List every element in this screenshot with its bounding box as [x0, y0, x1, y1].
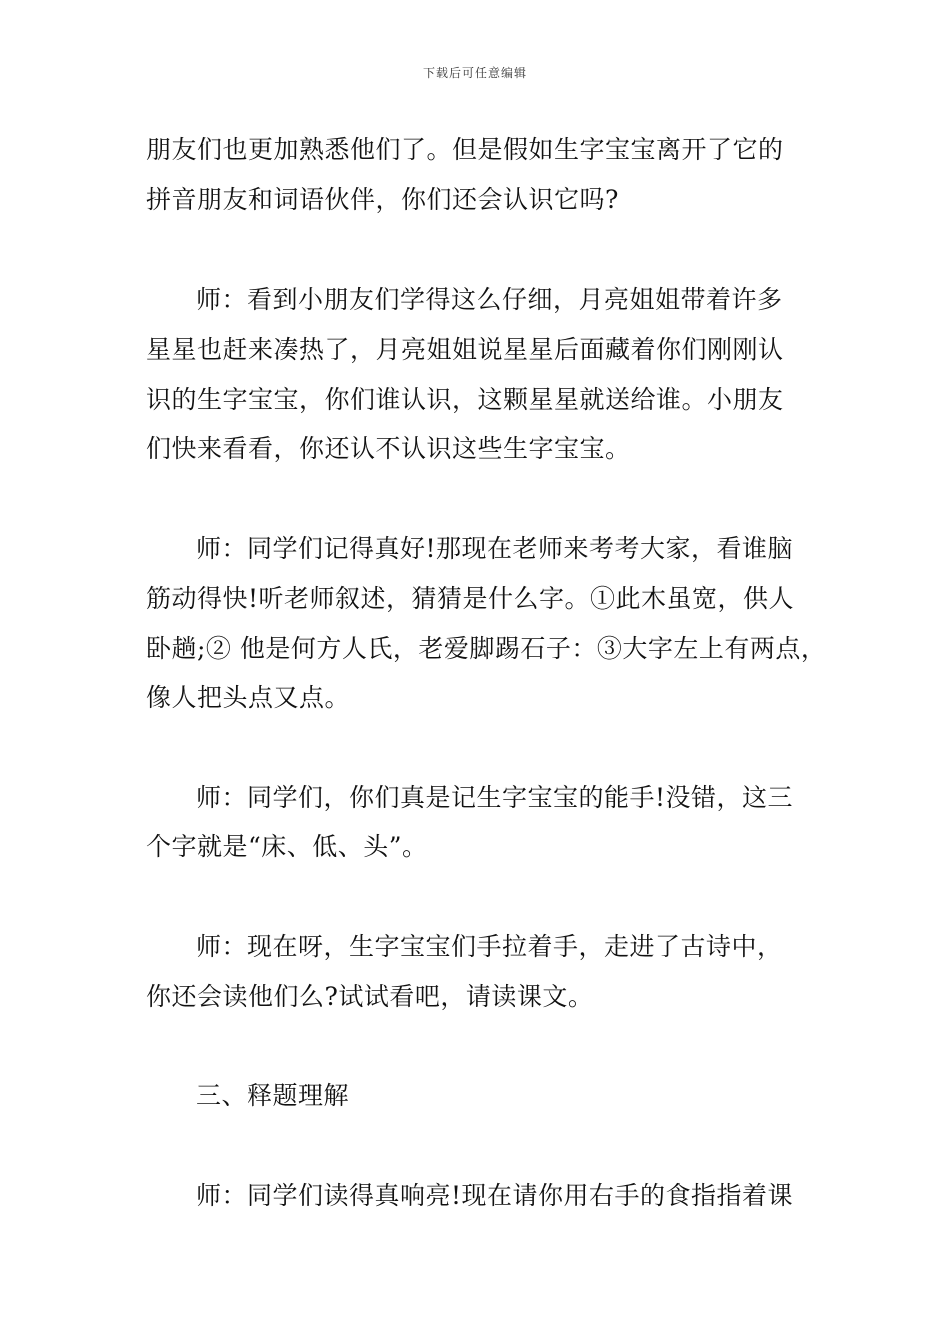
page-header: 下载后可任意编辑	[422, 66, 527, 80]
text-line: 卧趟;② 他是何方人氏，老爱脚踢石子：③大字左上有两点，	[146, 634, 827, 663]
text-line: 师：同学们记得真好!那现在老师来考考大家，看谁脑	[196, 534, 794, 563]
text-line: 星星也赶来凑热了，月亮姐姐说星星后面藏着你们刚刚认	[146, 335, 784, 364]
text-line: 师：看到小朋友们学得这么仔细，月亮姐姐带着许多	[196, 285, 783, 314]
section-heading: 三、释题理解	[196, 1081, 350, 1110]
text-line: 们快来看看，你还认不认识这些生字宝宝。	[146, 434, 631, 463]
text-line: 像人把头点又点。	[146, 683, 351, 712]
text-line: 你还会读他们么?试试看吧，请读课文。	[146, 982, 594, 1011]
text-line: 师：同学们读得真响亮!现在请你用右手的食指指着课	[196, 1181, 794, 1210]
text-line: 识的生字宝宝，你们谁认识，这颗星星就送给谁。小朋友	[146, 385, 784, 414]
text-line: 拼音朋友和词语伙伴，你们还会认识它吗?	[146, 185, 619, 214]
text-line: 个字就是“床、低、头”。	[146, 832, 428, 861]
text-line: 师：现在呀，生字宝宝们手拉着手，走进了古诗中，	[196, 932, 783, 961]
text-line: 筋动得快!听老师叙述，猜猜是什么字。①此木虽宽，供人	[146, 584, 795, 613]
text-line: 师：同学们，你们真是记生字宝宝的能手!没错，这三	[196, 783, 794, 812]
text-line: 朋友们也更加熟悉他们了。但是假如生字宝宝离开了它的	[146, 135, 784, 164]
